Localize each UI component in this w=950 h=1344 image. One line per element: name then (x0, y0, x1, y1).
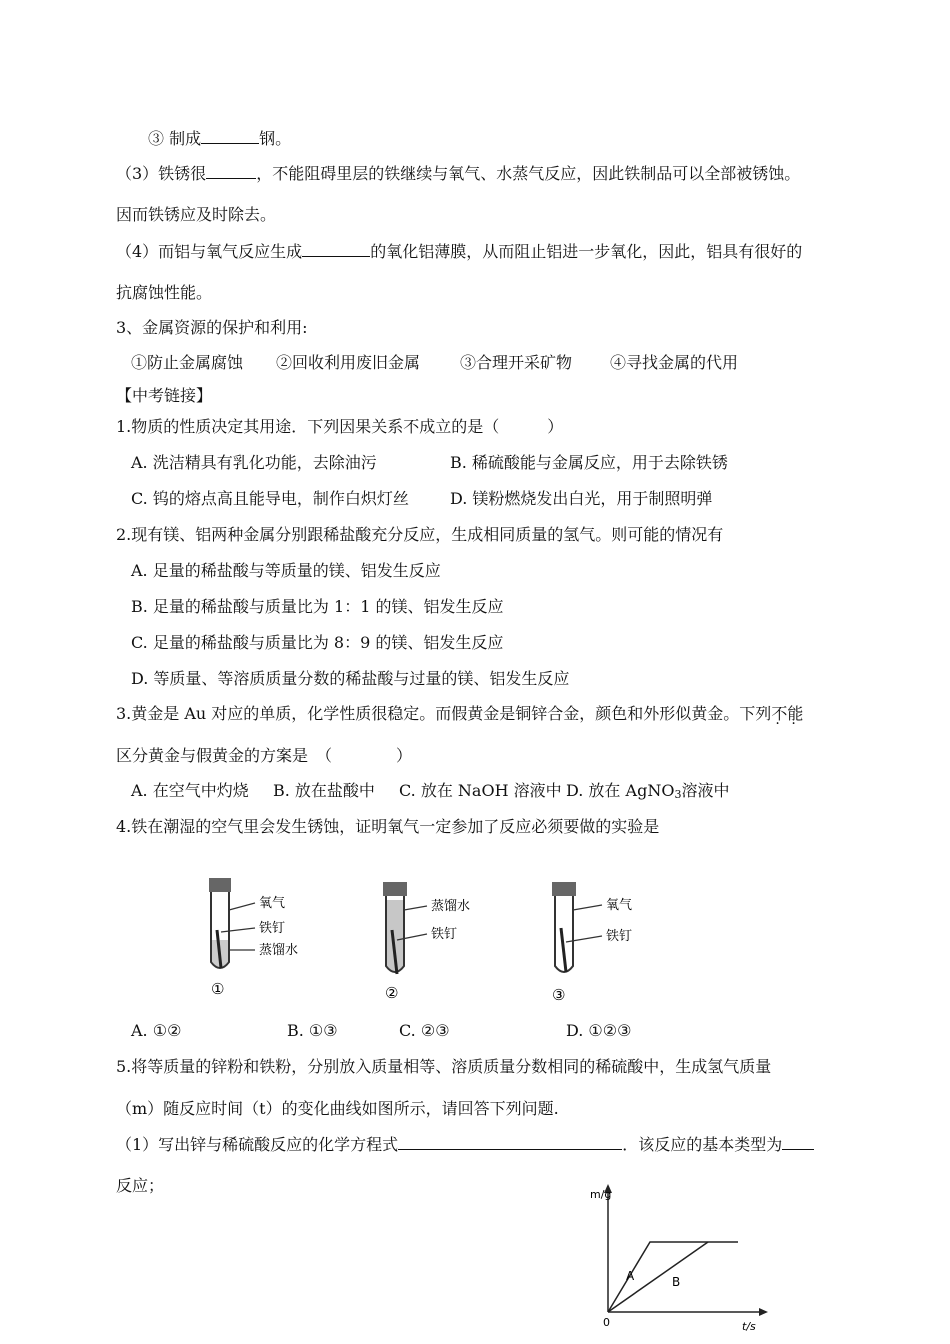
p5-s1-prefix: （1）写出锌与稀硫酸反应的化学方程式 (116, 1135, 399, 1154)
problem-1-stem: 1.物质的性质决定其用途．下列因果关系不成立的是（ ） (116, 417, 564, 436)
tube-1-stopper (209, 878, 231, 892)
tube-1-label-oxygen: 氧气 (259, 896, 286, 911)
p5-sub-1 (116, 1134, 814, 1155)
tube-2 (383, 882, 470, 1002)
origin-label: 0 (603, 1316, 610, 1329)
steel-blank[interactable] (201, 128, 259, 144)
tube-1 (209, 878, 298, 998)
p2-option-c[interactable]: C. 足量的稀盐酸与质量比为 8：9 的镁、铝发生反应 (131, 633, 504, 652)
p3-stem-text: 3.黄金是 Au 对应的单质，化学性质很稳定。而假黄金是铜锌合金，颜色和外形似黄金。下列 (116, 704, 772, 723)
tube-2-number: ② (385, 984, 399, 1002)
steel-suffix: 钢。 (259, 129, 292, 148)
tube-3-cap (552, 882, 576, 896)
q4-blank[interactable] (302, 241, 370, 257)
tube-3-nail (561, 928, 566, 972)
p2-option-b[interactable]: B. 足量的稀盐酸与质量比为 1：1 的镁、铝发生反应 (131, 597, 504, 616)
p3-emphasis-neng: 能 (787, 704, 804, 723)
exam-link-header: 【中考链接】 (116, 386, 213, 405)
tube-2-stopper (383, 882, 407, 896)
q3-blank[interactable] (206, 163, 256, 179)
p1-option-a[interactable]: A. 洗洁精具有乳化功能，去除油污 (131, 453, 377, 472)
x-axis-arrow (759, 1308, 768, 1316)
test-tubes-figure (195, 870, 535, 1010)
sec3-item-4: ④寻找金属的代用 (610, 353, 739, 372)
q3-prefix: （3）铁锈很 (116, 164, 207, 183)
p3-option-d-pre: D. 放在 AgNO (566, 781, 675, 800)
p3-option-d[interactable] (566, 781, 729, 805)
p5-type-blank[interactable] (782, 1134, 814, 1150)
curve-b (608, 1242, 708, 1312)
q3-suffix: ，不能阻碍里层的铁继续与氧气、水蒸气反应，因此铁制品可以全部被锈蚀。 (256, 164, 801, 183)
tube-1-number: ① (211, 980, 225, 998)
p1-option-b[interactable]: B. 稀硫酸能与金属反应，用于去除铁锈 (450, 453, 728, 472)
p1-option-c[interactable]: C. 钨的熔点高且能导电，制作白炽灯丝 (131, 489, 409, 508)
problem-5-stem: 5.将等质量的锌粉和铁粉，分别放入质量相等、溶质质量分数相同的稀硫酸中，生成氢气质量 (116, 1057, 772, 1076)
curve-b-label: B (672, 1275, 681, 1289)
p3-option-c[interactable]: C. 放在 NaOH 溶液中 (399, 781, 562, 800)
tube-3-label-nail: 铁钉 (606, 929, 633, 944)
question-4-line (116, 241, 802, 262)
question-3-line (116, 163, 800, 184)
q4-continuation: 抗腐蚀性能。 (116, 283, 213, 302)
section-3-title: 3、金属资源的保护和利用: (116, 318, 308, 337)
p3-stem-continuation: 区分黄金与假黄金的方案是 （ ） (116, 746, 413, 765)
p5-equation-blank[interactable] (398, 1134, 622, 1150)
p3-option-a[interactable]: A. 在空气中灼烧 (131, 781, 249, 800)
q4-suffix: 的氧化铝薄膜，从而阻止铝进一步氧化，因此，铝具有很好的 (370, 242, 803, 261)
y-axis-label: m/g (590, 1188, 612, 1201)
tube-2-label-water: 蒸馏水 (431, 899, 471, 914)
p3-option-d-sub: 3 (674, 788, 682, 801)
reaction-graph (580, 1180, 780, 1344)
fill-line-steel (148, 128, 291, 149)
p4-option-d[interactable]: D. ①②③ (566, 1021, 632, 1040)
sec3-item-3: ③合理开采矿物 (460, 353, 573, 372)
tube-3-number: ③ (552, 986, 566, 1004)
problem-2-stem: 2.现有镁、铝两种金属分别跟稀盐酸充分反应，生成相同质量的氢气。则可能的情况有 (116, 525, 724, 544)
p3-emphasis-bu: 不 (771, 704, 788, 723)
problem-4-stem: 4.铁在潮湿的空气里会发生锈蚀，证明氧气一定参加了反应必须要做的实验是 (116, 817, 660, 836)
p5-s1-mid: ．该反应的基本类型为 (622, 1135, 783, 1154)
tube-1-label-water: 蒸馏水 (259, 943, 299, 958)
p3-option-b[interactable]: B. 放在盐酸中 (273, 781, 375, 800)
problem-3-stem (116, 704, 803, 724)
q4-prefix: （4）而铝与氧气反应生成 (116, 242, 303, 261)
p5-stem-continuation: （m）随反应时间（t）的变化曲线如图所示，请回答下列问题. (116, 1099, 559, 1118)
curve-a-label: A (626, 1269, 635, 1283)
p2-option-d[interactable]: D. 等质量、等溶质质量分数的稀盐酸与过量的镁、铝发生反应 (131, 669, 570, 688)
p3-option-d-post: 溶液中 (681, 781, 730, 800)
tube-2-label-nail: 铁钉 (431, 927, 458, 942)
p2-option-a[interactable]: A. 足量的稀盐酸与等质量的镁、铝发生反应 (131, 561, 441, 580)
tube-1-label-nail: 铁钉 (259, 921, 286, 936)
p4-option-a[interactable]: A. ①② (131, 1021, 182, 1040)
tube-3-label-oxygen: 氧气 (606, 898, 633, 913)
test-tube-3-figure (530, 870, 680, 1010)
sec3-item-1: ①防止金属腐蚀 (131, 353, 244, 372)
sec3-item-2: ②回收利用废旧金属 (276, 353, 421, 372)
p4-option-b[interactable]: B. ①③ (287, 1021, 338, 1040)
p5-sub-1-continuation: 反应； (116, 1176, 165, 1195)
x-axis-label: t/s (742, 1320, 756, 1333)
q3-continuation: 因而铁锈应及时除去。 (116, 205, 277, 224)
steel-prefix: ③ 制成 (148, 129, 202, 148)
p1-option-d[interactable]: D. 镁粉燃烧发出白光，用于制照明弹 (450, 489, 713, 508)
p4-option-c[interactable]: C. ②③ (399, 1021, 450, 1040)
